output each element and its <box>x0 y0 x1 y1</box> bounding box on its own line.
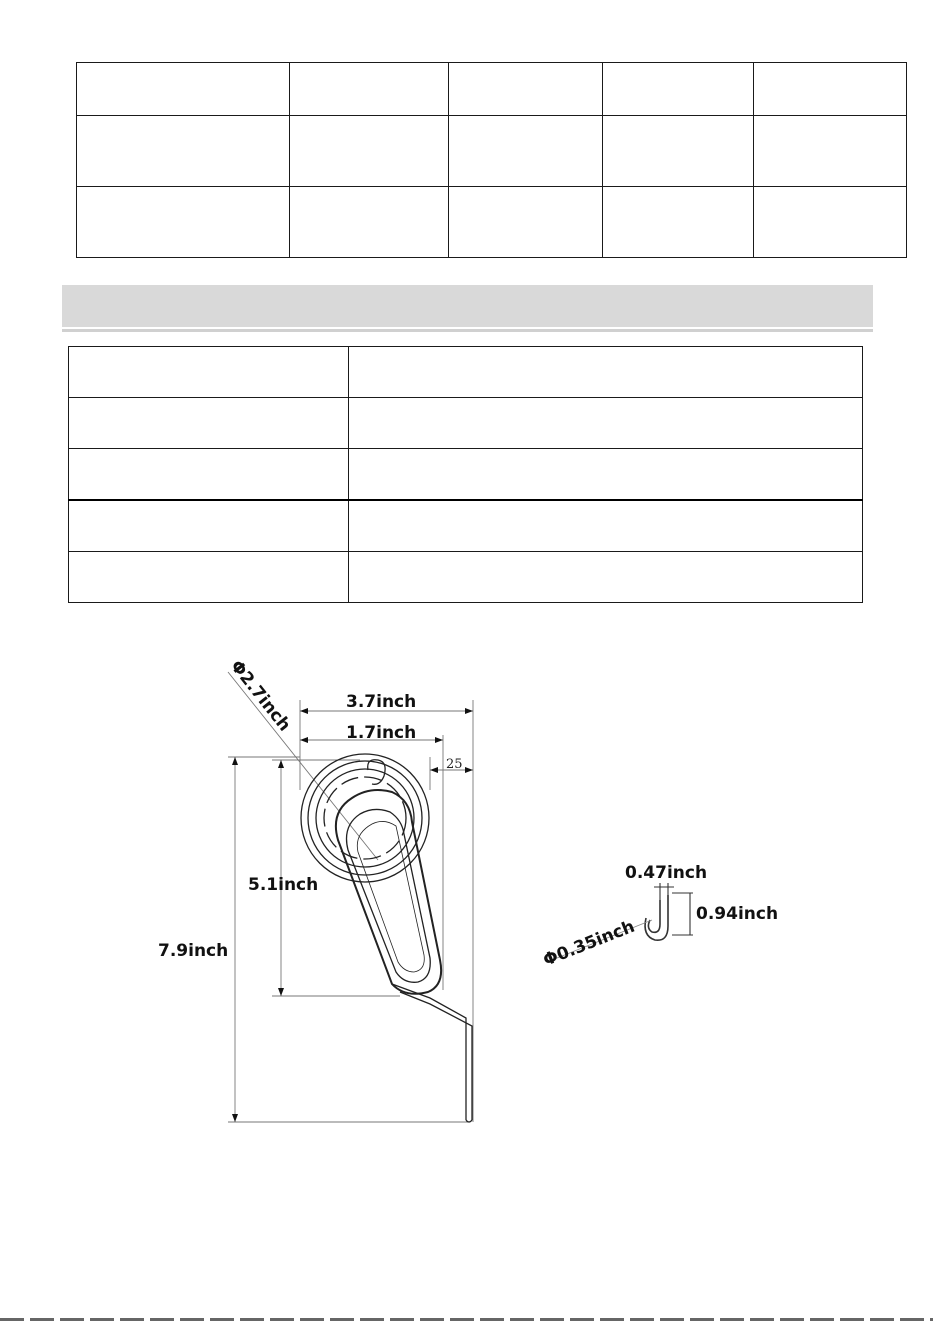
table-cell <box>448 116 603 187</box>
table-cell <box>69 500 349 552</box>
hook-width-label: 0.47inch <box>625 863 708 883</box>
table-cell <box>69 449 349 501</box>
table-cell <box>348 398 862 449</box>
total-height-label: 7.9inch <box>158 941 229 961</box>
table-cell <box>289 63 448 116</box>
table-cell <box>603 116 754 187</box>
section-header-bar <box>62 285 873 327</box>
handle-outline <box>301 754 472 1122</box>
table-row <box>69 500 863 552</box>
table-cell <box>77 116 290 187</box>
hook-height-label: 0.94inch <box>696 904 779 924</box>
table-cell <box>448 63 603 116</box>
table-cell <box>603 187 754 258</box>
table-cell <box>77 187 290 258</box>
table-row <box>77 63 907 116</box>
offset-label: 25 <box>446 757 463 772</box>
table-cell <box>289 187 448 258</box>
section-divider <box>62 329 873 332</box>
table-cell <box>348 500 862 552</box>
table-cell <box>77 63 290 116</box>
table-row <box>69 449 863 501</box>
table-cell <box>754 187 907 258</box>
table-cell <box>69 347 349 398</box>
table-cell <box>348 449 862 501</box>
table-cell <box>69 552 349 603</box>
table-cell <box>289 116 448 187</box>
table-cell <box>348 347 862 398</box>
table-cell <box>603 63 754 116</box>
table-row <box>69 347 863 398</box>
head-width-label: 1.7inch <box>346 723 417 743</box>
hook-diameter-label: Φ0.35inch <box>540 916 638 971</box>
spec-table <box>68 346 863 603</box>
table-row <box>77 116 907 187</box>
top-table <box>76 62 907 258</box>
table-row <box>69 552 863 603</box>
table-row <box>77 187 907 258</box>
table-cell <box>69 398 349 449</box>
table-row <box>69 398 863 449</box>
ring-diameter-label: Φ2.7inch <box>226 656 295 736</box>
head-height-label: 5.1inch <box>248 875 319 895</box>
overall-width-label: 3.7inch <box>346 692 417 712</box>
footer-divider <box>0 1318 933 1321</box>
table-cell <box>754 116 907 187</box>
table-cell <box>448 187 603 258</box>
dimension-drawing <box>0 620 933 1180</box>
table-cell <box>348 552 862 603</box>
table-cell <box>754 63 907 116</box>
